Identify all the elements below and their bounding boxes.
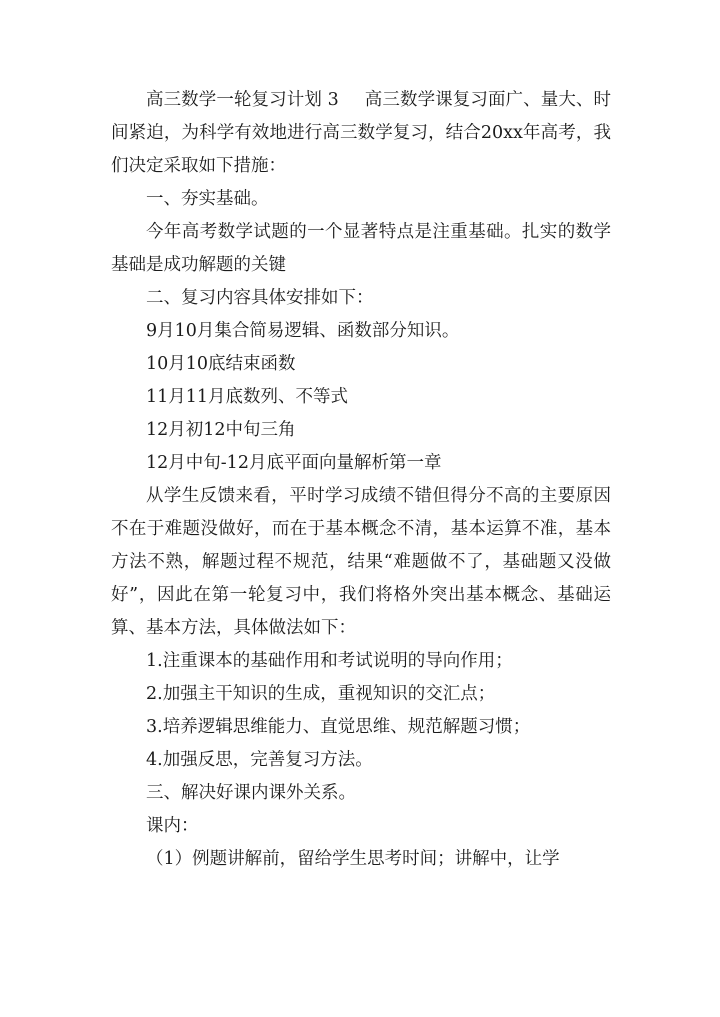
schedule-item: 10月10底结束函数 — [146, 354, 296, 374]
method-item: 2.加强主干知识的生成，重视知识的交汇点； — [146, 684, 496, 704]
section-1-paragraph: 今年高考数学试题的一个显著特点是注重基础。扎实的数学基础是成功解题的关键 — [111, 222, 611, 275]
schedule-item: 12月初12中旬三角 — [146, 420, 296, 440]
section-3-heading: 三、解决好课内课外关系。 — [146, 783, 356, 803]
document-body — [111, 84, 611, 876]
document-title: 高三数学一轮复习计划 3 — [146, 90, 339, 110]
section-3-paragraph: （1）例题讲解前，留给学生思考时间；讲解中，让学 — [146, 849, 560, 869]
schedule-item: 9月10月集合简易逻辑、函数部分知识。 — [146, 321, 460, 341]
section-1-heading: 一、夯实基础。 — [146, 189, 269, 209]
schedule-item: 12月中旬-12月底平面向量解析第一章 — [146, 453, 442, 473]
intro-paragraph — [111, 84, 611, 183]
intro-text: 高三数学课复习面广、量大、时间紧迫，为科学有效地进行高三数学复习，结合20xx年高考，我们决定采取如下措施： — [111, 90, 612, 176]
method-item: 1.注重课本的基础作用和考试说明的导向作用； — [146, 651, 513, 671]
method-item: 3.培养逻辑思维能力、直觉思维、规范解题习惯； — [146, 717, 531, 737]
section-2-heading: 二、复习内容具体安排如下： — [146, 288, 374, 308]
section-3-subheading: 课内： — [146, 816, 199, 836]
feedback-paragraph: 从学生反馈来看，平时学习成绩不错但得分不高的主要原因不在于难题没做好，而在于基本概念不清，基本运算不准，基本方法不熟，解题过程不规范，结果“难题做不了，基础题又没做好”，因此在第一轮复习中，我们将格外突出基本概念、基础运算、基本方法，具体做法如下： — [111, 486, 611, 638]
method-item: 4.加强反思，完善复习方法。 — [146, 750, 373, 770]
schedule-item: 11月11月底数列、不等式 — [146, 387, 349, 407]
